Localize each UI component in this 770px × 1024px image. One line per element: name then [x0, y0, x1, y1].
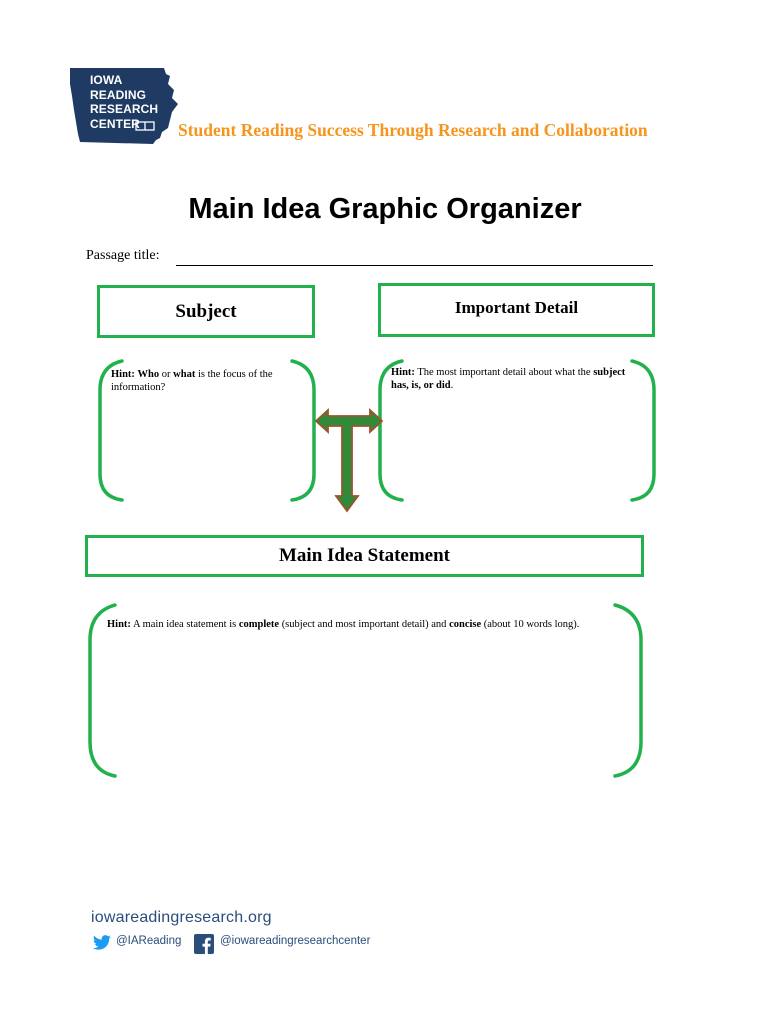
twitter-handle[interactable]: @IAReading — [116, 935, 182, 947]
hint-emphasis: what — [173, 369, 196, 380]
hint-label: Hint: — [391, 367, 415, 378]
logo-line: RESEARCH — [90, 102, 159, 116]
hint-label: Hint: — [107, 619, 131, 630]
logo-line: CENTER — [90, 116, 140, 131]
page-title: Main Idea Graphic Organizer — [188, 193, 582, 225]
hint-emphasis: concise — [449, 619, 482, 630]
hint-text: The most important detail about what the — [414, 367, 594, 378]
hint-emphasis: complete — [238, 619, 280, 630]
main-idea-statement-heading: Main Idea Statement — [85, 535, 644, 577]
hint-text: A main idea statement is — [130, 619, 239, 630]
t-arrow-icon — [316, 410, 382, 511]
detail-bracket-right — [632, 361, 654, 500]
tagline: Student Reading Success Through Research and Collaboration — [178, 120, 648, 140]
facebook-handle[interactable]: @iowareadingresearchcenter — [220, 935, 371, 947]
important-detail-heading: Important Detail — [378, 283, 655, 337]
subject-heading: Subject — [97, 285, 315, 338]
hint-label: Hint: — [111, 369, 135, 380]
hint-text: (subject and most important detail) and — [279, 619, 450, 630]
twitter-icon[interactable] — [92, 935, 112, 951]
hint-emphasis: subject has, is, or did — [391, 367, 626, 391]
logo-line: READING — [90, 87, 147, 102]
main-idea-hint[interactable] — [107, 618, 637, 631]
website-link[interactable]: iowareadingresearch.org — [91, 909, 272, 926]
hint-text: . — [450, 380, 454, 391]
hint-text: (about 10 words long). — [481, 619, 580, 630]
detail-hint[interactable] — [391, 366, 631, 392]
passage-title-label: Passage title: — [86, 248, 160, 263]
hint-text: or — [159, 369, 174, 380]
hint-emphasis: Who — [137, 369, 160, 380]
logo-line: IOWA — [90, 73, 123, 87]
facebook-icon[interactable] — [194, 934, 214, 954]
hint-text: is the focus of the information? — [111, 369, 273, 393]
subject-hint[interactable] — [111, 368, 306, 394]
